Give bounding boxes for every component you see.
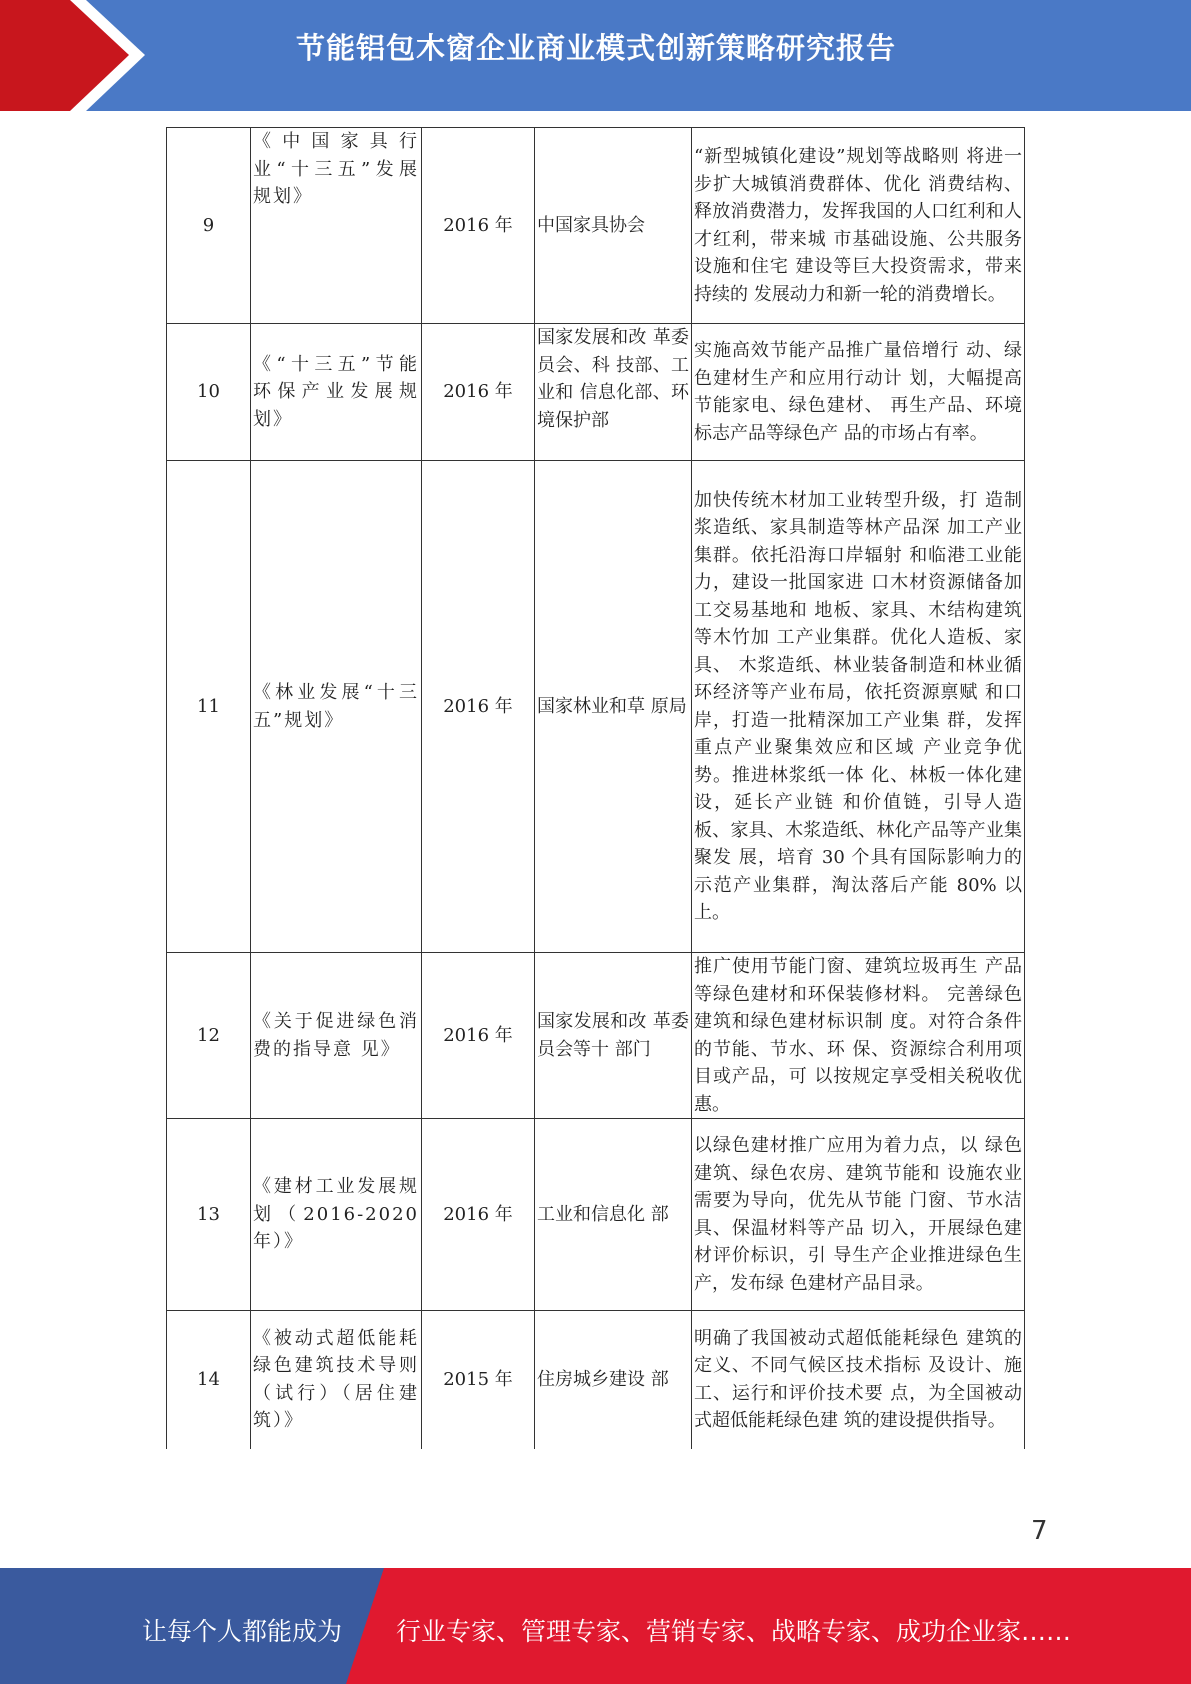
issuing-department: 工业和信息化 部 xyxy=(535,1119,692,1311)
page-header xyxy=(0,0,1191,111)
row-number: 13 xyxy=(167,1119,251,1311)
policy-title: 《建材工业发展规划（2016-2020 年）》 xyxy=(251,1119,422,1311)
policy-description: “新型城镇化建设”规划等战略则 将进一步扩大城镇消费群体、优化 消费结构、释放消费潜力，发挥我国的人口红利和人才红利，带来城 市基础设施、公共服务设施和住宅 建设等巨大投资需求，带来持续的 发展动力和新一轮的消费增长。 xyxy=(692,128,1025,324)
policy-title: 《关于促进绿色消费的指导意 见》 xyxy=(251,953,422,1119)
policy-title: 《被动式超低能耗绿色建筑技术导则（试行）（居住建筑）》 xyxy=(251,1311,422,1449)
policy-description: 实施高效节能产品推广量倍增行 动、绿色建材生产和应用行动计 划，大幅提高节能家电、绿色建材、 再生产品、环境标志产品等绿色产 品的市场占有率。 xyxy=(692,324,1025,461)
table-row xyxy=(167,1311,1025,1449)
issuing-department: 国家发展和改 革委员会等十 部门 xyxy=(535,953,692,1119)
row-number: 11 xyxy=(167,461,251,953)
policy-description: 以绿色建材推广应用为着力点，以 绿色建筑、绿色农房、建筑节能和 设施农业需要为导向，优先从节能 门窗、节水洁具、保温材料等产品 切入，开展绿色建材评价标识，引 导生产企业推进绿色生产，发布绿 色建材产品目录。 xyxy=(692,1119,1025,1311)
report-title: 节能铝包木窗企业商业模式创新策略研究报告 xyxy=(296,31,897,65)
issuing-department: 国家发展和改 革委员会、科 技部、工业和 信息化部、环 境保护部 xyxy=(535,324,692,461)
row-number: 14 xyxy=(167,1311,251,1449)
policy-description: 加快传统木材加工业转型升级，打 造制浆造纸、家具制造等林产品深 加工产业集群。依托沿海口岸辐射 和临港工业能力，建设一批国家进 口木材资源储备加工交易基地和 地板、家具、木结构建筑等木竹加 工产业集群。优化人造板、家具、 木浆造纸、林业装备制造和林业循 环经济等产业布局，依托资源禀赋 和口岸，打造一批精深加工产业集 群，发挥重点产业聚集效应和区域 产业竞争优势。推进林浆纸一体 化、林板一体化建设，延长产业链 和价值链，引导人造板、家具、木浆造纸、林化产品等产业集聚发 展，培育 30 个具有国际影响力的 示范产业集群，淘汰落后产能 80% 以上。 xyxy=(692,461,1025,953)
table-row xyxy=(167,324,1025,461)
policy-description: 明确了我国被动式超低能耗绿色 建筑的定义、不同气候区技术指标 及设计、施工、运行和评价技术要 点，为全国被动式超低能耗绿色建 筑的建设提供指导。 xyxy=(692,1311,1025,1449)
policy-table xyxy=(166,127,1025,1449)
policy-year: 2016 年 xyxy=(422,128,535,324)
row-number: 10 xyxy=(167,324,251,461)
policy-year: 2016 年 xyxy=(422,1119,535,1311)
table-row xyxy=(167,953,1025,1119)
issuing-department: 中国家具协会 xyxy=(535,128,692,324)
policy-title: 《林业发展“十三五”规划》 xyxy=(251,461,422,953)
row-number: 9 xyxy=(167,128,251,324)
footer-slogan-left: 让每个人都能成为 xyxy=(142,1617,343,1646)
table-row xyxy=(167,128,1025,324)
issuing-department: 国家林业和草 原局 xyxy=(535,461,692,953)
footer-slogan-right: 行业专家、管理专家、营销专家、战略专家、成功企业家…… xyxy=(396,1617,1072,1646)
page-footer xyxy=(0,1568,1191,1684)
policy-year: 2016 年 xyxy=(422,324,535,461)
row-number: 12 xyxy=(167,953,251,1119)
page-number: 7 xyxy=(1031,1516,1048,1546)
table-row xyxy=(167,461,1025,953)
policy-year: 2016 年 xyxy=(422,461,535,953)
policy-title: 《“十三五”节能 环保产业发展规 划》 xyxy=(251,324,422,461)
policy-title: 《中国家具行业“十三五”发展 规划》 xyxy=(251,128,422,324)
policy-year: 2016 年 xyxy=(422,953,535,1119)
header-chevron-icon xyxy=(0,0,160,111)
policy-year: 2015 年 xyxy=(422,1311,535,1449)
policy-description: 推广使用节能门窗、建筑垃圾再生 产品等绿色建材和环保装修材料。 完善绿色建筑和绿色建材标识制 度。对符合条件的节能、节水、环 保、资源综合利用项目或产品，可 以按规定享受相关税收优惠。 xyxy=(692,953,1025,1119)
table-row xyxy=(167,1119,1025,1311)
issuing-department: 住房城乡建设 部 xyxy=(535,1311,692,1449)
